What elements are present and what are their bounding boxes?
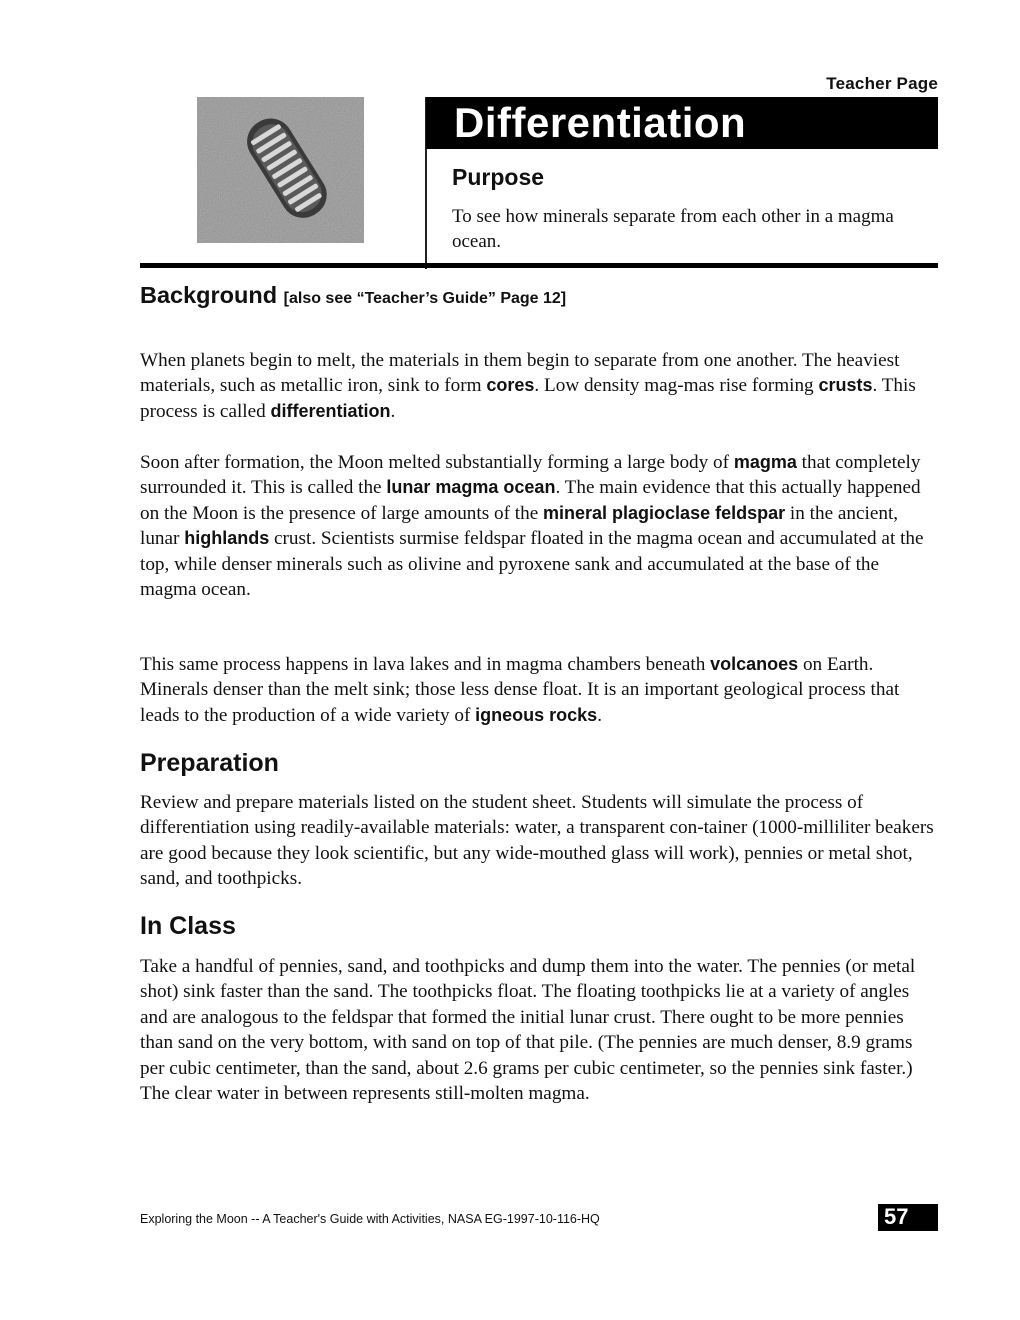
text-run: .	[597, 704, 602, 726]
text-run: crust. Scientists surmise feldspar floated in the magma ocean and accumulated at the top, while denser minerals such as olivine and pyroxene sank and accumulated at the base of the magma ocean.	[140, 528, 924, 601]
footer-text: Exploring the Moon -- A Teacher's Guide with Activities, NASA EG-1997-10-116-HQ	[140, 1212, 600, 1226]
preparation-heading: Preparation	[140, 749, 279, 777]
text-run: . This process is called	[140, 375, 916, 422]
keyword-differentiation: differentiation	[270, 400, 391, 421]
page-number: 57	[884, 1204, 909, 1229]
page-number-box	[878, 1204, 938, 1231]
keyword-cores: cores	[486, 375, 535, 396]
page-title: Differentiation	[454, 99, 747, 146]
text-run: . The main evidence that this actually happened on the Moon is the presence of large amounts of the	[140, 477, 921, 524]
background-paragraph-3	[140, 652, 940, 728]
in-class-text: Take a handful of pennies, sand, and toothpicks and dump them into the water. The pennies (or metal shot) sink faster than the sand. The toothpicks float. The floating toothpicks lie at a variety of angles and are analogous to the feldspar that formed the initial lunar crust. There ought to be more pennies than sand on the very bottom, with sand on top of that pile. (The pennies are much denser, 8.9 grams per cubic centimeter, than the sand, about 2.6 grams per cubic centimeter, so the pennies sink faster.) The clear water in between represents still-molten magma.	[140, 956, 916, 1105]
text-run: When planets begin to melt, the materials in them begin to separate from one another. The heaviest materials, such as metallic iron, sink to form	[140, 350, 900, 397]
footprint-photo	[197, 97, 364, 243]
text-run: in the ancient, lunar	[140, 502, 899, 550]
text-run: .	[390, 400, 396, 422]
text-run: . Low density mag-mas rise forming	[534, 375, 819, 397]
teacher-page-label: Teacher Page	[826, 74, 938, 93]
title-bar	[426, 97, 938, 149]
background-heading-text: Background	[140, 282, 278, 308]
purpose-text: To see how minerals separate from each other in a magma ocean.	[452, 206, 894, 252]
keyword-igneous-rocks: igneous rocks	[475, 704, 598, 725]
keyword-magma: magma	[733, 452, 797, 472]
background-heading	[140, 282, 566, 309]
text-run: This same process happens in lava lakes and in magma chambers beneath	[140, 654, 711, 675]
text-run: on Earth. Minerals denser than the melt sink; those less dense float. It is an important geological process that leads to the production of a wide variety of	[140, 654, 900, 726]
keyword-highlands: highlands	[184, 528, 270, 549]
keyword-volcanoes: volcanoes	[710, 654, 799, 674]
text-run: Soon after formation, the Moon melted substantially forming a large body of	[140, 452, 734, 473]
header-divider-horizontal	[140, 263, 938, 268]
background-paragraph-2	[140, 450, 940, 602]
keyword-crusts: crusts	[818, 375, 873, 396]
keyword-mineral-plagioclase-feldspar: mineral plagioclase feldspar	[543, 502, 786, 523]
keyword-lunar-magma-ocean: lunar magma ocean	[386, 477, 556, 498]
background-paragraph-1	[140, 348, 940, 424]
preparation-text: Review and prepare materials listed on the student sheet. Students will simulate the process of differentiation using readily-available materials: water, a transparent con-tainer (1000-milliliter beakers are good because they look scientific, but any wide-mouthed glass will work), pennies or metal shot, sand, and toothpicks.	[140, 792, 934, 890]
purpose-heading: Purpose	[452, 164, 545, 190]
text-run: that completely surrounded it. This is called the	[140, 452, 921, 499]
background-note: [also see “Teacher’s Guide” Page 12]	[283, 290, 567, 307]
in-class-heading: In Class	[140, 912, 236, 940]
